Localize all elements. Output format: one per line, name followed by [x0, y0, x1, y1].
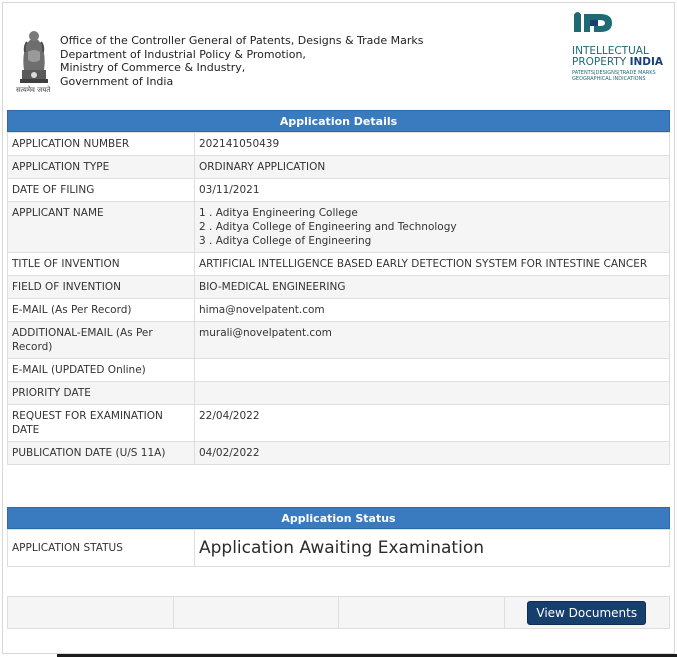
status-value: Application Awaiting Examination — [195, 530, 670, 567]
application-status-header: Application Status — [7, 507, 670, 529]
applicant-name: 2 . Aditya College of Engineering and Technology — [199, 221, 457, 233]
row-value: ARTIFICIAL INTELLIGENCE BASED EARLY DETECTION SYSTEM FOR INTESTINE CANCER — [195, 253, 670, 276]
row-label: E-MAIL (As Per Record) — [8, 299, 195, 322]
row-value: 202141050439 — [195, 133, 670, 156]
table-row — [8, 405, 670, 442]
office-line: Government of India — [60, 74, 174, 88]
table-row — [8, 322, 670, 359]
table-row — [8, 179, 670, 202]
application-details-section — [7, 110, 670, 465]
row-value: hima@novelpatent.com — [195, 299, 670, 322]
application-details-header: Application Details — [7, 110, 670, 132]
row-value: murali@novelpatent.com — [195, 322, 670, 359]
emblem-motto: सत्यमेव जयते — [16, 86, 51, 94]
ip-india-line1: INTELLECTUAL — [572, 45, 649, 57]
applicant-name: 1 . Aditya Engineering College — [199, 207, 358, 219]
row-value: 03/11/2021 — [195, 179, 670, 202]
row-label: APPLICANT NAME — [8, 202, 195, 253]
table-row — [8, 253, 670, 276]
row-label: REQUEST FOR EXAMINATION DATE — [8, 405, 195, 442]
table-row — [8, 156, 670, 179]
application-details-table — [7, 132, 670, 465]
row-label: APPLICATION NUMBER — [8, 133, 195, 156]
row-value — [195, 359, 670, 382]
ip-india-line2-bold: INDIA — [629, 56, 664, 68]
table-row — [8, 202, 670, 253]
office-line: Department of Industrial Policy & Promotion, — [60, 47, 306, 61]
row-label: APPLICATION TYPE — [8, 156, 195, 179]
ip-india-subtitle — [572, 70, 656, 82]
row-label: E-MAIL (UPDATED Online) — [8, 359, 195, 382]
button-cell — [505, 597, 670, 628]
office-name-block — [60, 34, 424, 88]
application-status-section — [7, 507, 670, 567]
ip-india-line2-prefix: PROPERTY — [572, 56, 630, 68]
actions-row — [7, 596, 670, 629]
row-label: FIELD OF INVENTION — [8, 276, 195, 299]
row-label: DATE OF FILING — [8, 179, 195, 202]
ip-india-logo — [572, 24, 672, 88]
empty-cell — [339, 597, 505, 628]
table-row — [8, 442, 670, 465]
row-value: BIO-MEDICAL ENGINEERING — [195, 276, 670, 299]
table-row — [8, 382, 670, 405]
row-label: ADDITIONAL-EMAIL (As Per Record) — [8, 322, 195, 359]
row-label: PRIORITY DATE — [8, 382, 195, 405]
ip-india-sub1: PATENTS|DESIGNS|TRADE MARKS — [572, 70, 656, 76]
office-line: Ministry of Commerce & Industry, — [60, 61, 246, 74]
ip-india-mark-icon — [572, 12, 616, 34]
empty-cell — [174, 597, 340, 628]
page-header — [12, 24, 668, 96]
row-value: 22/04/2022 — [195, 405, 670, 442]
table-row — [8, 133, 670, 156]
table-row — [8, 530, 670, 567]
table-row — [8, 276, 670, 299]
applicant-name: 3 . Aditya College of Engineering — [199, 235, 372, 247]
national-emblem-icon — [16, 26, 52, 96]
row-value: 04/02/2022 — [195, 442, 670, 465]
row-value: ORDINARY APPLICATION — [195, 156, 670, 179]
row-value — [195, 382, 670, 405]
table-row — [8, 359, 670, 382]
empty-cell — [8, 597, 174, 628]
view-documents-button[interactable]: View Documents — [527, 601, 646, 625]
status-label: APPLICATION STATUS — [8, 530, 195, 567]
applicant-names — [195, 202, 670, 253]
row-label: TITLE OF INVENTION — [8, 253, 195, 276]
office-line: Office of the Controller General of Patents, Designs & Trade Marks — [60, 34, 424, 47]
ip-india-sub2: GEOGRAPHICAL INDICATIONS — [572, 76, 646, 82]
row-label: PUBLICATION DATE (U/S 11A) — [8, 442, 195, 465]
ip-india-wordmark — [572, 46, 663, 68]
application-status-table — [7, 529, 670, 567]
table-row — [8, 299, 670, 322]
